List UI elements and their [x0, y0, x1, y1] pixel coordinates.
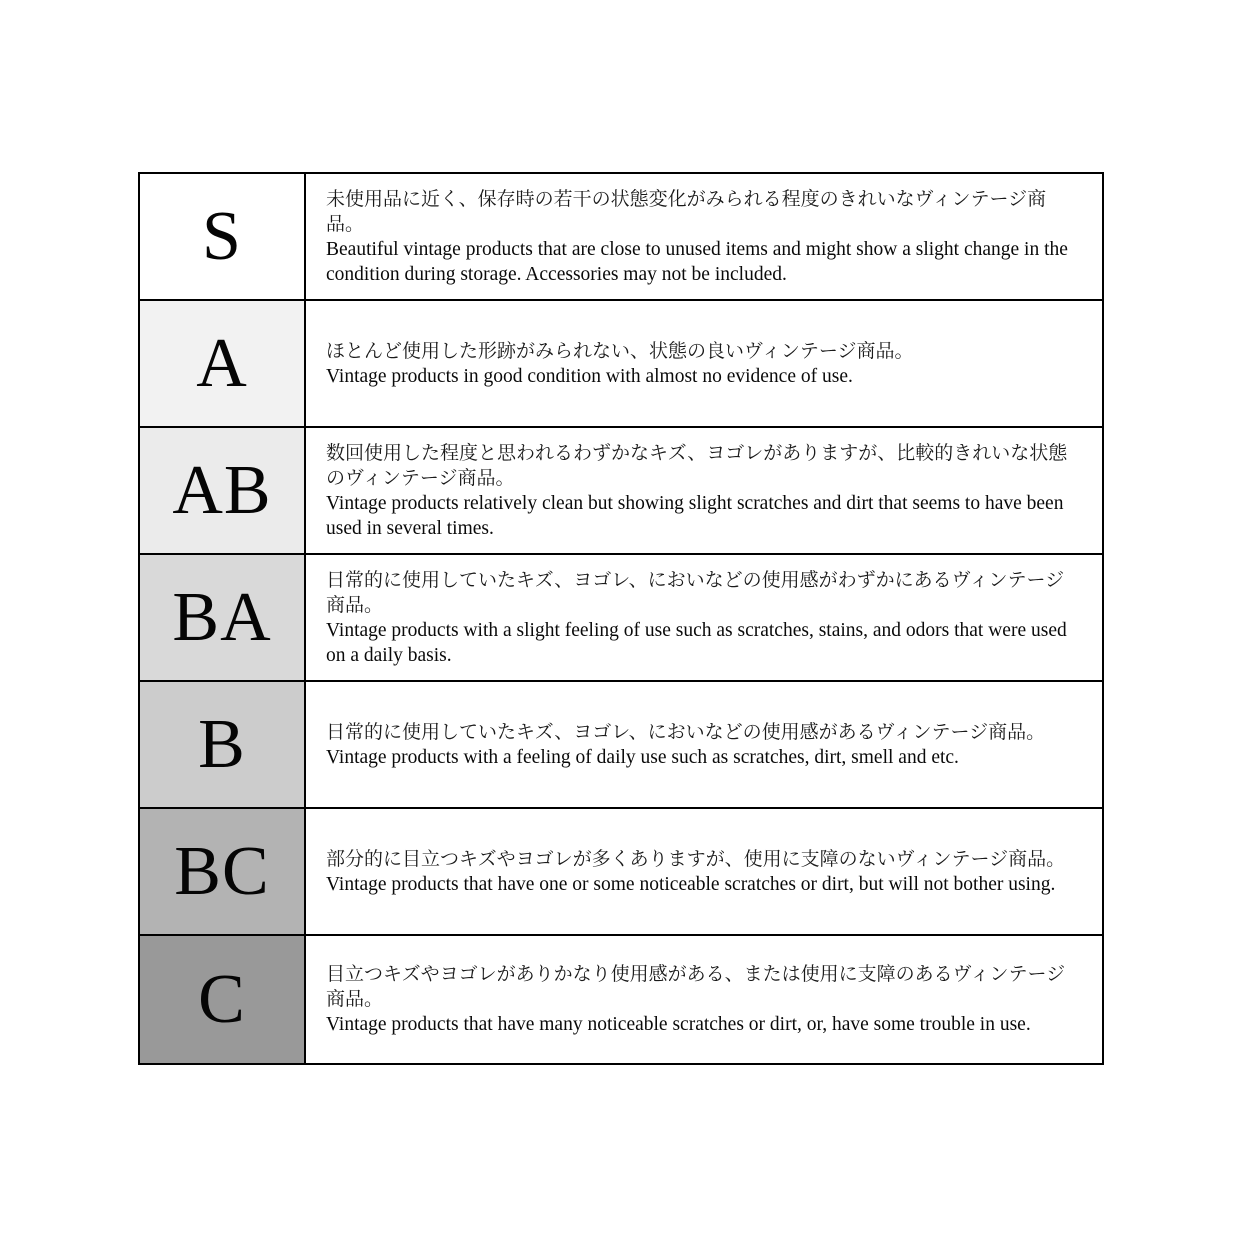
description-english: Vintage products that have many noticeable scratches or dirt, or, have some trouble in use.: [326, 1014, 1031, 1035]
description-japanese: 日常的に使用していたキズ、ヨゴレ、においなどの使用感があるヴィンテージ商品。: [326, 721, 1046, 743]
description-cell: [306, 936, 1102, 1063]
description-english: Vintage products with a slight feeling of use such as scratches, stains, and odors that were used on a daily basis.: [326, 619, 1067, 666]
grade-cell: [140, 936, 306, 1063]
description-japanese: 数回使用した程度と思われるわずかなキズ、ヨゴレがありますが、比較的きれいな状態のヴィンテージ商品。: [326, 442, 1068, 489]
table-row: [140, 682, 1102, 809]
table-row: [140, 428, 1102, 555]
grade-cell: [140, 428, 306, 553]
grade-cell: [140, 174, 306, 299]
grade-label: A: [196, 324, 248, 402]
description-cell: [306, 809, 1102, 934]
description-english: Beautiful vintage products that are close to unused items and might show a slight change in the condition during storage. Accessories may not be included.: [326, 238, 1068, 285]
grade-cell: [140, 555, 306, 680]
table-row: [140, 174, 1102, 301]
grade-label: AB: [172, 451, 272, 529]
grade-label: B: [198, 705, 246, 783]
table-row: [140, 936, 1102, 1063]
description-cell: [306, 174, 1102, 299]
grade-cell: [140, 809, 306, 934]
description-japanese: 未使用品に近く、保存時の若干の状態変化がみられる程度のきれいなヴィンテージ商品。: [326, 188, 1047, 235]
description-japanese: ほとんど使用した形跡がみられない、状態の良いヴィンテージ商品。: [326, 340, 914, 362]
description-cell: [306, 301, 1102, 426]
description-english: Vintage products with a feeling of daily use such as scratches, dirt, smell and etc.: [326, 746, 959, 768]
description-english: Vintage products that have one or some noticeable scratches or dirt, but will not bother using.: [326, 873, 1056, 895]
description-japanese: 目立つキズやヨゴレがありかなり使用感がある、または使用に支障のあるヴィンテージ商品。: [326, 964, 1066, 1010]
description-cell: [306, 555, 1102, 680]
description-cell: [306, 428, 1102, 553]
condition-grade-table: [138, 172, 1104, 1065]
grade-cell: [140, 301, 306, 426]
description-cell: [306, 682, 1102, 807]
description-english: Vintage products in good condition with almost no evidence of use.: [326, 365, 853, 387]
grade-label: S: [202, 197, 242, 275]
description-english: Vintage products relatively clean but showing slight scratches and dirt that seems to have been used in several times.: [326, 492, 1064, 539]
table-row: [140, 809, 1102, 936]
description-japanese: 日常的に使用していたキズ、ヨゴレ、においなどの使用感がわずかにあるヴィンテージ商品。: [326, 569, 1065, 616]
grade-label: BA: [172, 578, 272, 656]
grade-label: C: [198, 960, 246, 1038]
grade-cell: [140, 682, 306, 807]
grade-label: BC: [174, 832, 270, 910]
description-japanese: 部分的に目立つキズやヨゴレが多くありますが、使用に支障のないヴィンテージ商品。: [326, 848, 1066, 870]
table-row: [140, 555, 1102, 682]
table-row: [140, 301, 1102, 428]
